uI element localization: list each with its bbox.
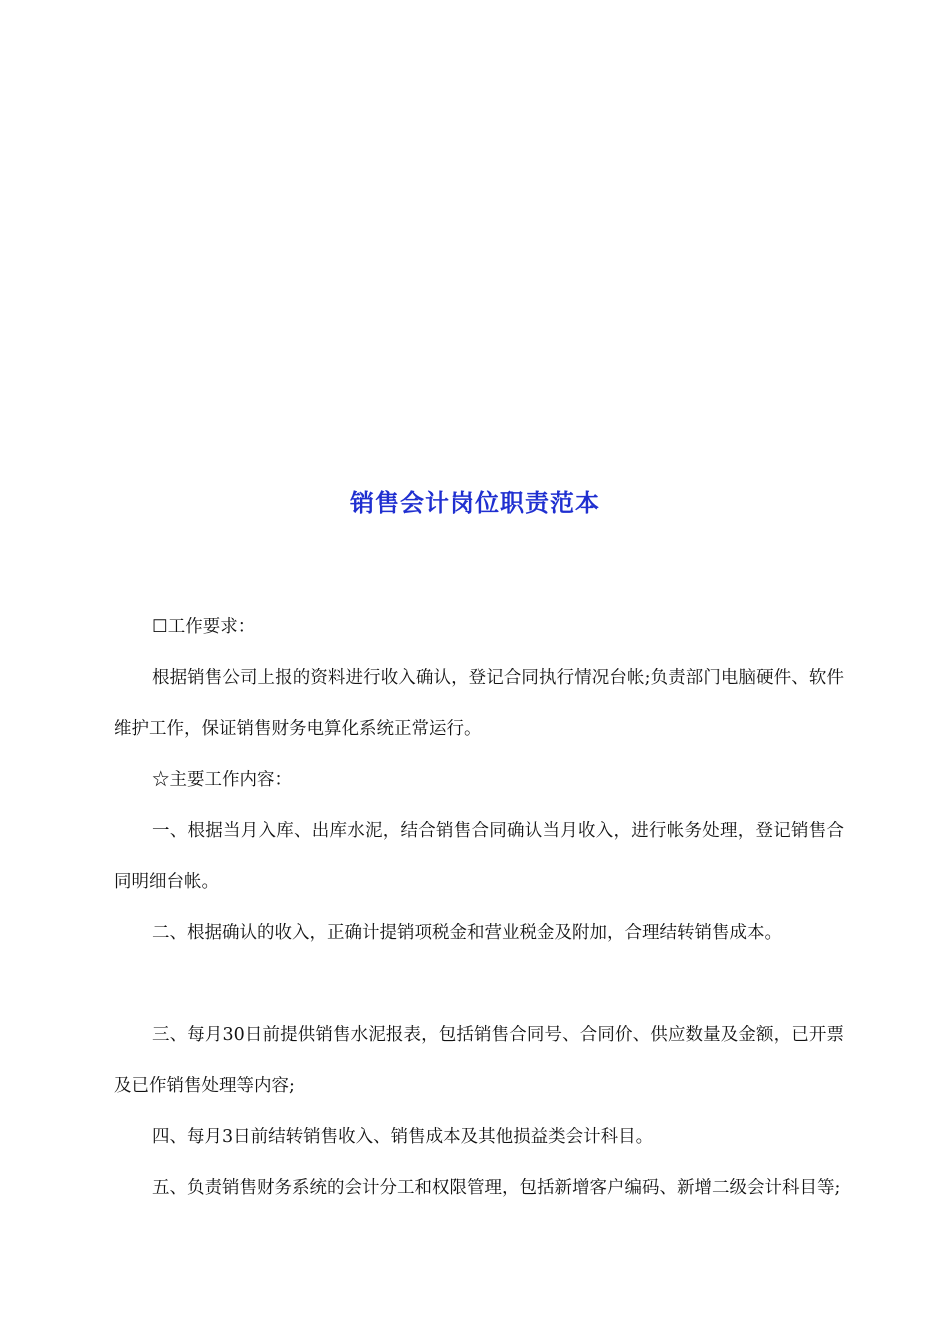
document-title: 销售会计岗位职责范本 [350,489,600,517]
duty-item-1: 一、根据当月入库、出库水泥，结合销售合同确认当月收入，进行帐务处理，登记销售合同明细台帐。 [114,821,844,892]
section-heading-work-requirements: ☐工作要求： [152,617,256,637]
duty-item-4: 四、每月3日前结转销售收入、销售成本及其他损益类会计科目。 [152,1127,654,1147]
paragraph-gap [114,959,844,1010]
duty-item-3: 三、每月30日前提供销售水泥报表，包括销售合同号、合同价、供应数量及金额，已开票及已作销售处理等内容; [114,1025,844,1096]
duty-item-5: 五、负责销售财务系统的会计分工和权限管理，包括新增客户编码、新增二级会计科目等; [152,1178,841,1198]
document-body [114,602,844,1214]
duty-item-2: 二、根据确认的收入，正确计提销项税金和营业税金及附加，合理结转销售成本。 [152,923,782,943]
section-heading-main-duties: ☆主要工作内容： [152,770,292,790]
paragraph-work-requirements: 根据销售公司上报的资料进行收入确认，登记合同执行情况台帐;负责部门电脑硬件、软件维护工作，保证销售财务电算化系统正常运行。 [114,668,844,739]
